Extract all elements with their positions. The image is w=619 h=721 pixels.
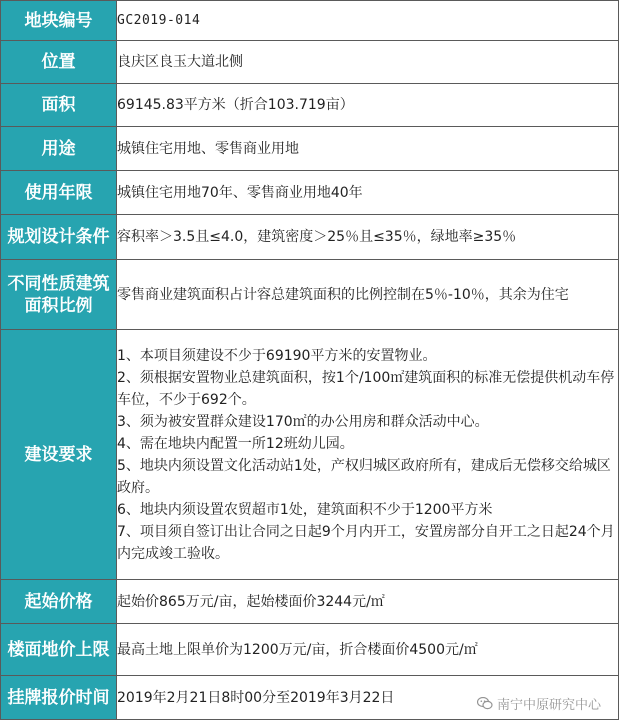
row-value: 城镇住宅用地70年、零售商业用地40年 [117,171,619,215]
wechat-icon [477,697,493,710]
row-label: 不同性质建筑面积比例 [1,260,117,330]
table-row [1,41,619,84]
construction-requirements-list [117,330,619,580]
row-label: 用途 [1,127,117,171]
table-row [1,1,619,41]
row-label: 挂牌报价时间 [1,676,117,720]
row-label: 位置 [1,41,117,84]
watermark [477,694,601,713]
row-value: 城镇住宅用地、零售商业用地 [117,127,619,171]
row-value: 零售商业建筑面积占计容总建筑面积的比例控制在5％-10％，其余为住宅 [117,260,619,330]
list-item: 5、地块内须设置文化活动站1处，产权归城区政府所有，建成后无偿移交给城区政府。 [117,457,611,496]
list-item: 7、项目须自签订出让合同之日起9个月内开工，安置房部分自开工之日起24个月内完成竣工验收。 [117,523,615,562]
list-item: 2、须根据安置物业总建筑面积，按1个/100㎡建筑面积的标准无偿提供机动车停车位，不少于692个。 [117,369,615,408]
row-value: 容积率＞3.5且≤4.0，建筑密度＞25％且≤35％，绿地率≥35％ [117,215,619,260]
row-label: 地块编号 [1,1,117,41]
row-value: 良庆区良玉大道北侧 [117,41,619,84]
row-value: 2019年2月21日8时00分至2019年3月22日 [117,676,619,720]
row-label: 建设要求 [1,330,117,580]
list-item: 3、须为被安置群众建设170㎡的办公用房和群众活动中心。 [117,413,489,430]
construction-requirements-row [1,330,619,580]
list-item: 1、本项目须建设不少于69190平方米的安置物业。 [117,347,437,364]
table-row [1,580,619,624]
list-item: 4、需在地块内配置一所12班幼儿园。 [117,435,354,452]
row-label: 规划设计条件 [1,215,117,260]
row-value: 起始价865万元/亩，起始楼面价3244元/㎡ [117,580,619,624]
table-row [1,215,619,260]
table-row [1,624,619,676]
row-value: 最高土地上限单价为1200万元/亩，折合楼面价4500元/㎡ [117,624,619,676]
row-label: 起始价格 [1,580,117,624]
table-row [1,260,619,330]
table-row [1,84,619,127]
row-value: GC2019-014 [117,1,619,41]
row-label: 楼面地价上限 [1,624,117,676]
watermark-text: 南宁中原研究中心 [496,698,601,713]
table-row [1,127,619,171]
list-item: 6、地块内须设置农贸超市1处，建筑面积不少于1200平方米 [117,501,493,518]
table-row [1,171,619,215]
row-label: 使用年限 [1,171,117,215]
row-value: 69145.83平方米（折合103.719亩） [117,84,619,127]
row-label: 面积 [1,84,117,127]
